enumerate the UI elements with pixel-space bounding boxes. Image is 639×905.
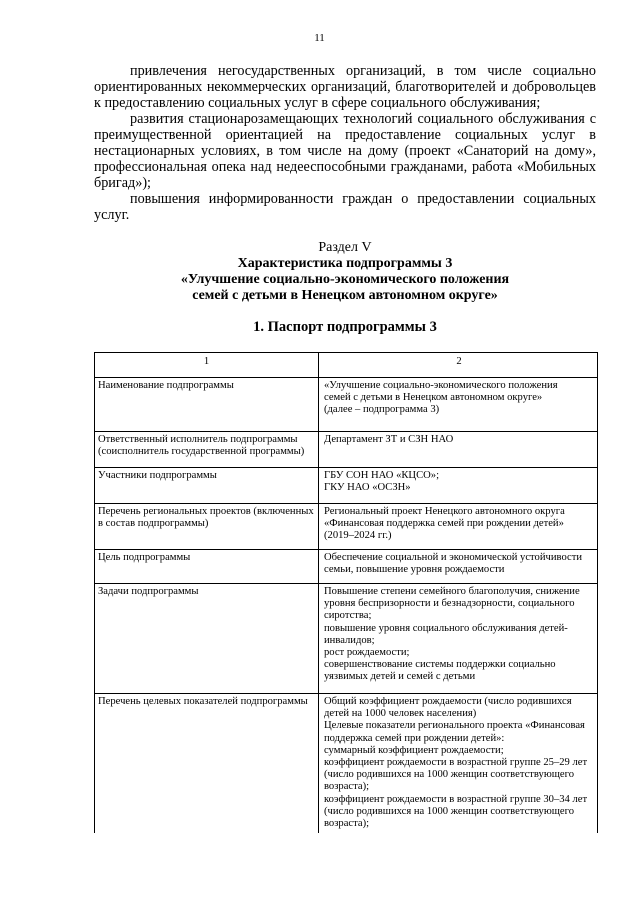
table-header-row <box>95 353 598 378</box>
row-value-line: (число родившихся на 1000 женщин соответствующего <box>324 769 575 781</box>
row-value <box>319 432 598 468</box>
passport-table <box>94 352 598 833</box>
row-value-line: Общий коэффициент рождаемости (число родившихся <box>324 696 572 707</box>
table-row-executor <box>95 432 598 468</box>
section-title-line: семей с детьми в Ненецком автономном округе» <box>192 288 498 303</box>
row-value-line: возраста); <box>324 818 370 830</box>
row-value <box>319 694 598 834</box>
row-label: Перечень региональных проектов (включенных в состав подпрограммы) <box>95 504 319 550</box>
intro-paragraph-3 <box>94 191 596 223</box>
row-value <box>319 584 598 694</box>
row-value-line: Департамент ЗТ и СЗН НАО <box>324 434 454 445</box>
column-header-2: 2 <box>319 353 598 378</box>
row-value <box>319 550 598 584</box>
row-value-line: ГКУ НАО «ОСЗН» <box>324 482 411 494</box>
section-title-line: Характеристика подпрограммы 3 <box>237 256 453 271</box>
row-value-line: возраста); <box>324 781 370 793</box>
row-value-line: повышение уровня социального обслуживания детей- <box>324 622 568 634</box>
row-label: Задачи подпрограммы <box>95 584 319 694</box>
row-value-line: рост рождаемости; <box>324 647 410 659</box>
row-value-line: совершенствование системы поддержки социально <box>324 659 556 671</box>
table-row-regional-projects <box>95 504 598 550</box>
row-value-line: уязвимых детей и семей с детьми <box>324 671 476 683</box>
row-value-line: Целевые показатели регионального проекта «Финансовая <box>324 720 585 732</box>
row-value-line: поддержка семей при рождении детей»: <box>324 732 505 744</box>
table-row-participants <box>95 468 598 504</box>
intro-paragraph-1 <box>94 63 596 111</box>
row-value-line: (далее – подпрограмма 3) <box>324 404 440 416</box>
row-label: Участники подпрограммы <box>95 468 319 504</box>
row-value-line: уровня беспризорности и безнадзорности, социального <box>324 598 575 610</box>
row-value-line: «Улучшение социально-экономического положения <box>324 380 558 391</box>
row-value <box>319 504 598 550</box>
page-number: 11 <box>314 32 325 44</box>
row-label: Перечень целевых показателей подпрограммы <box>95 694 319 834</box>
row-value-line: суммарный коэффициент рождаемости; <box>324 744 504 756</box>
row-value-line: сиротства; <box>324 610 372 622</box>
row-value-line: (число родившихся на 1000 женщин соответствующего <box>324 805 575 817</box>
row-value-line: (2019–2024 гг.) <box>324 530 392 542</box>
table-row-goal <box>95 550 598 584</box>
row-value-line: Региональный проект Ненецкого автономного округа <box>324 506 565 517</box>
passport-title: 1. Паспорт подпрограммы 3 <box>253 319 437 335</box>
intro-paragraph-1-text: привлечения негосударственных организаций, в том числе социально ориентированных некоммерческих организаций, благотворителей и добровольцев к предоставлению социальных услуг в сфере социального обслуживания; <box>94 63 596 111</box>
section-label: Раздел V <box>318 240 372 255</box>
table-row-tasks <box>95 584 598 694</box>
row-value-line: детей на 1000 человек населения) <box>324 708 477 720</box>
row-label: Наименование подпрограммы <box>95 378 319 432</box>
row-value-line: семей с детьми в Ненецком автономном округе» <box>324 392 543 404</box>
row-value-line: коэффициент рождаемости в возрастной группе 25–29 лет <box>324 757 588 769</box>
table-row-indicators <box>95 694 598 834</box>
table-row-name <box>95 378 598 432</box>
row-value <box>319 468 598 504</box>
row-value-line: «Финансовая поддержка семей при рождении детей» <box>324 518 564 530</box>
row-value-line: ГБУ СОН НАО «КЦСО»; <box>324 470 440 481</box>
row-label: Цель подпрограммы <box>95 550 319 584</box>
intro-paragraph-3-text: повышения информированности граждан о предоставлении социальных услуг. <box>94 191 596 223</box>
row-value <box>319 378 598 432</box>
column-header-1: 1 <box>95 353 319 378</box>
section-title <box>94 256 596 304</box>
row-value-line: семьи, повышение уровня рождаемости <box>324 564 505 576</box>
intro-paragraph-2 <box>94 111 596 191</box>
row-value-line: Повышение степени семейного благополучия, снижение <box>324 586 580 597</box>
row-label: Ответственный исполнитель подпрограммы (соисполнитель государственной программы) <box>95 432 319 468</box>
intro-paragraph-2-text: развития стационарозамещающих технологий социального обслуживания с преимущественной ориентацией на предоставление социальных услуг в нестационарных условиях, в том числе на дому (проект «Санаторий на дому», профессиональная опека над недееспособными гражданами, работа «Мобильных бригад»); <box>94 111 596 191</box>
row-value-line: Обеспечение социальной и экономической устойчивости <box>324 552 582 563</box>
row-value-line: инвалидов; <box>324 634 375 646</box>
row-value-line: коэффициент рождаемости в возрастной группе 30–34 лет <box>324 793 588 805</box>
section-title-line: «Улучшение социально-экономического положения <box>180 272 510 287</box>
